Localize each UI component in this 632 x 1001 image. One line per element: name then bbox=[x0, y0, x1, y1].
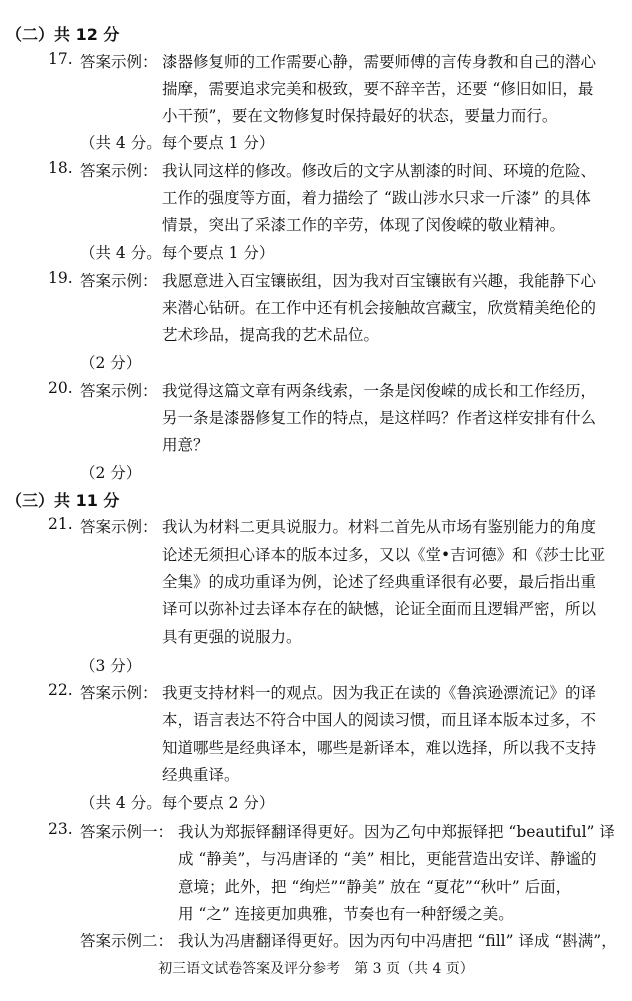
page-footer: 初三语文试卷答案及评分参考 第 3 页（共 4 页） bbox=[158, 961, 474, 977]
answer-line: 我认同这样的修改。修改后的文字从割漆的时间、环境的危险、 bbox=[162, 162, 597, 180]
question-number: 17. bbox=[48, 50, 73, 68]
question-number: 23. bbox=[48, 820, 73, 838]
answer-line: 我认为冯唐翻译得更好。因为丙句中冯唐把 “fill” 译成 “斟满”， bbox=[178, 932, 617, 950]
answer-line: 经典重译。 bbox=[162, 766, 240, 784]
section-heading: （二）共 12 分 bbox=[6, 25, 120, 44]
answer-label-alt: 答案示例二： bbox=[80, 932, 174, 950]
answer-line: 漆器修复师的工作需要心静，需要师傅的言传身教和自己的潜心 bbox=[162, 53, 597, 71]
score-note: （2 分） bbox=[80, 354, 142, 372]
answer-line: 译可以弥补过去译本存在的缺憾，论证全面而且逻辑严密，所以 bbox=[162, 600, 597, 618]
answer-line: 全集》的成功重译为例，论述了经典重译很有必要，最后指出重 bbox=[162, 573, 597, 591]
answer-label: 答案示例： bbox=[80, 162, 158, 180]
answer-line: 具有更强的说服力。 bbox=[162, 628, 302, 646]
answer-line: 揣摩，需要追求完美和极致，要不辞辛苦，还要 “修旧如旧，最 bbox=[162, 80, 594, 98]
question-number: 19. bbox=[48, 269, 73, 287]
score-note: （共 4 分。每个要点 1 分） bbox=[80, 244, 275, 262]
answer-line: 来潜心钻研。在工作中还有机会接触故宫藏宝，欣赏精美绝伦的 bbox=[162, 299, 597, 317]
answer-line: 论述无须担心译本的版本过多，又以《堂•吉诃德》和《莎士比亚 bbox=[162, 546, 606, 564]
score-note: （2 分） bbox=[80, 464, 142, 482]
answer-line: 用意？ bbox=[162, 436, 209, 454]
question-number: 20. bbox=[48, 379, 73, 397]
answer-line: 我觉得这篇文章有两条线索，一条是闵俊嵘的成长和工作经历， bbox=[162, 382, 597, 400]
answer-line: 我愿意进入百宝镶嵌组，因为我对百宝镶嵌有兴趣，我能静下心 bbox=[162, 272, 597, 290]
answer-line: 情景，突出了采漆工作的辛劳，体现了闵俊嵘的敬业精神。 bbox=[162, 216, 566, 234]
answer-label: 答案示例： bbox=[80, 684, 158, 702]
answer-line: 本，语言表达不符合中国人的阅读习惯，而且译本版本过多，不 bbox=[162, 711, 597, 729]
answer-label: 答案示例： bbox=[80, 53, 158, 71]
answer-line: 我更支持材料一的观点。因为我正在读的《鲁滨逊漂流记》的译 bbox=[162, 684, 597, 702]
answer-line: 小干预”，要在文物修复时保持最好的状态，要量力而行。 bbox=[162, 107, 558, 125]
answer-line: 我认为材料二更具说服力。材料二首先从市场有鉴别能力的角度 bbox=[162, 518, 597, 536]
answer-line: 艺术珍品，提高我的艺术品位。 bbox=[162, 326, 380, 344]
answer-label: 答案示例： bbox=[80, 382, 158, 400]
answer-line: 用 “之” 连接更加典雅，节奏也有一种舒缓之美。 bbox=[178, 905, 514, 923]
question-number: 21. bbox=[48, 515, 73, 533]
answer-line: 我认为郑振铎翻译得更好。因为乙句中郑振铎把 “beautiful” 译 bbox=[178, 823, 615, 841]
score-note: （共 4 分。每个要点 2 分） bbox=[80, 794, 275, 812]
question-number: 18. bbox=[48, 159, 73, 177]
answer-label: 答案示例： bbox=[80, 272, 158, 290]
answer-line: 另一条是漆器修复工作的特点，是这样吗？作者这样安排有什么 bbox=[162, 409, 597, 427]
answer-label: 答案示例一： bbox=[80, 823, 174, 841]
answer-line: 意境；此外，把 “绚烂”“静美” 放在 “夏花”“秋叶” 后面， bbox=[178, 878, 572, 896]
answer-line: 知道哪些是经典译本，哪些是新译本，难以选择，所以我不支持 bbox=[162, 739, 597, 757]
score-note: （共 4 分。每个要点 1 分） bbox=[80, 134, 275, 152]
answer-line: 成 “静美”，与冯唐译的 “美” 相比，更能营造出安详、静谧的 bbox=[178, 850, 597, 868]
question-number: 22. bbox=[48, 681, 73, 699]
section-heading: （三）共 11 分 bbox=[6, 491, 120, 510]
answer-label: 答案示例： bbox=[80, 518, 158, 536]
score-note: （3 分） bbox=[80, 657, 142, 675]
answer-line: 工作的强度等方面，着力描绘了 “跋山涉水只求一斤漆” 的具体 bbox=[162, 189, 591, 207]
